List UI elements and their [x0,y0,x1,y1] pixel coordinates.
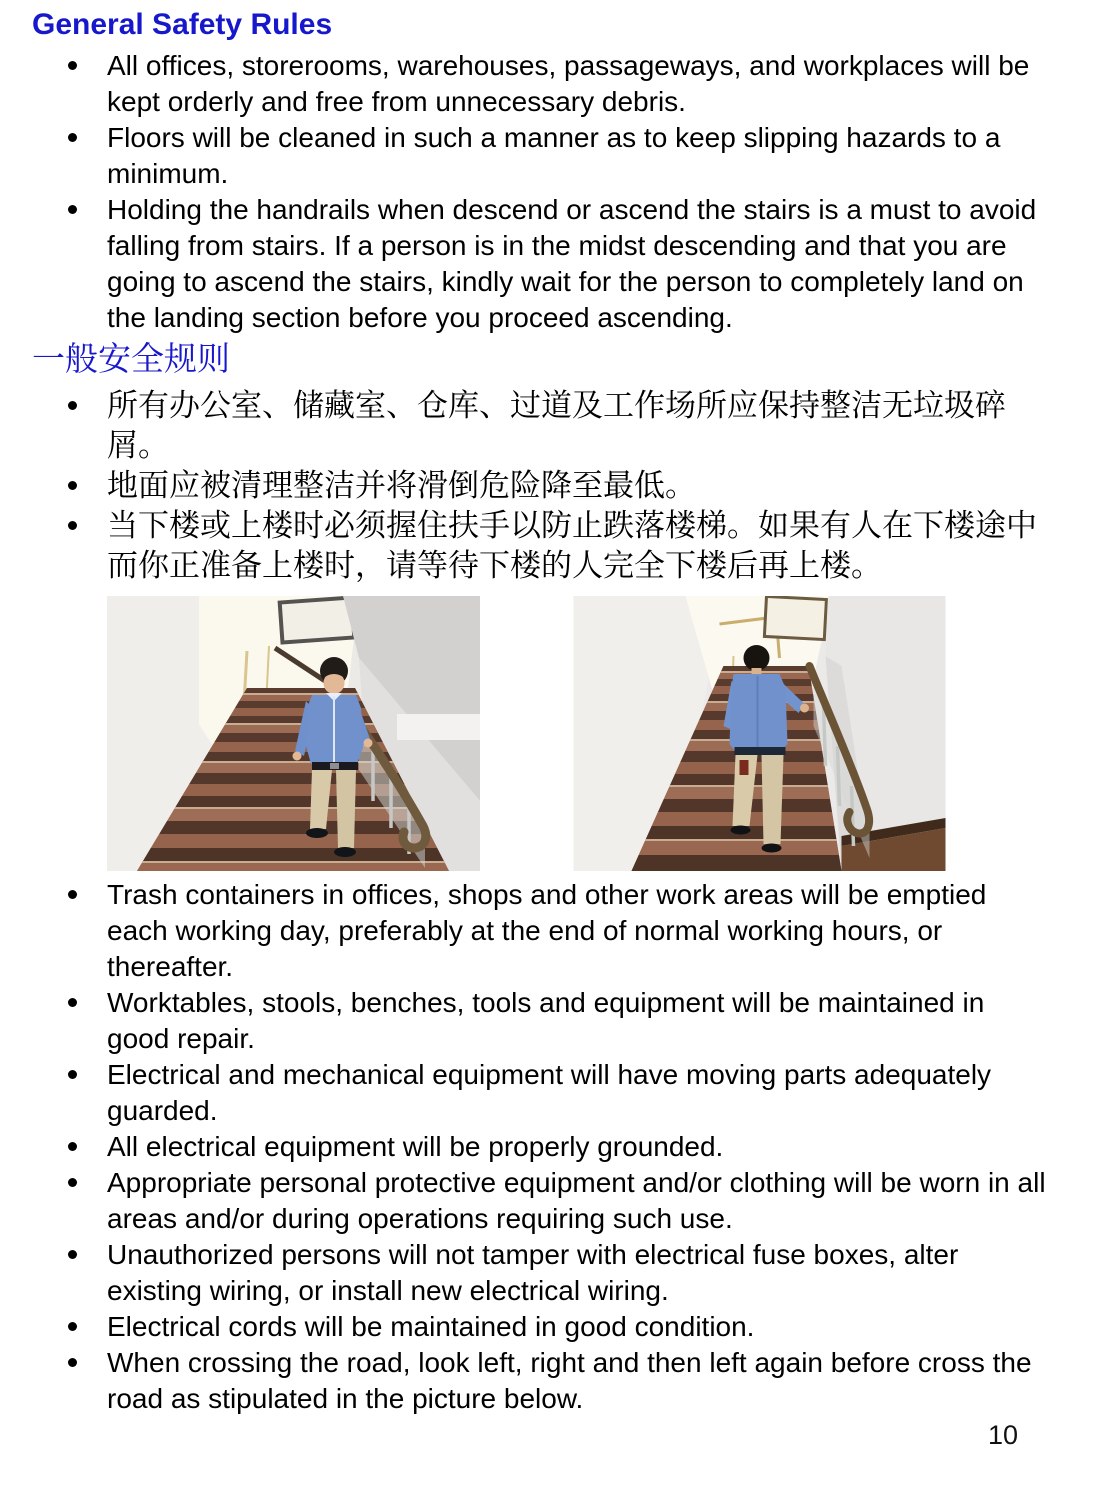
rule-item: Electrical and mechanical equipment will have moving parts adequately guarded. [0,1057,1120,1129]
rule-item: All electrical equipment will be properly grounded. [0,1129,1120,1165]
rule-item: Holding the handrails when descend or ascend the stairs is a must to avoid falling from stairs. If a person is in the midst descending and that you are going to ascend the stairs, kindly wait for the person to completely land on the landing section before you proceed ascending. [0,192,1120,336]
rules-list-en-bottom [0,877,1120,1417]
rule-item: 所有办公室、储藏室、仓库、过道及工作场所应保持整洁无垃圾碎屑。 [0,386,1120,466]
rule-item: All offices, storerooms, warehouses, passageways, and workplaces will be kept orderly and free from unnecessary debris. [0,48,1120,120]
rule-item: When crossing the road, look left, right and then left again before cross the road as stipulated in the picture below. [0,1345,1120,1417]
page-number: 10 [988,1420,1019,1450]
rule-item: Trash containers in offices, shops and other work areas will be emptied each working day, preferably at the end of normal working hours, or thereafter. [0,877,1120,985]
rules-list-en-top [0,48,1120,336]
rule-item: 地面应被清理整洁并将滑倒危险降至最低。 [0,466,1120,506]
rule-item: 当下楼或上楼时必须握住扶手以防止跌落楼梯。如果有人在下楼途中而你正准备上楼时，请等待下楼的人完全下楼后再上楼。 [0,506,1120,586]
rule-item: Floors will be cleaned in such a manner as to keep slipping hazards to a minimum. [0,120,1120,192]
rule-item: Electrical cords will be maintained in good condition. [0,1309,1120,1345]
page-title: General Safety Rules [32,8,333,41]
stair-photos [107,596,1120,871]
photo-descending-stairs [107,596,480,871]
rules-list-zh [0,386,1120,586]
page-title-zh: 一般安全规则 [32,339,230,378]
photo-ascending-stairs [573,596,946,871]
rule-item: Worktables, stools, benches, tools and equipment will be maintained in good repair. [0,985,1120,1057]
rule-item: Appropriate personal protective equipment and/or clothing will be worn in all areas and/or during operations requiring such use. [0,1165,1120,1237]
rule-item: Unauthorized persons will not tamper with electrical fuse boxes, alter existing wiring, or install new electrical wiring. [0,1237,1120,1309]
